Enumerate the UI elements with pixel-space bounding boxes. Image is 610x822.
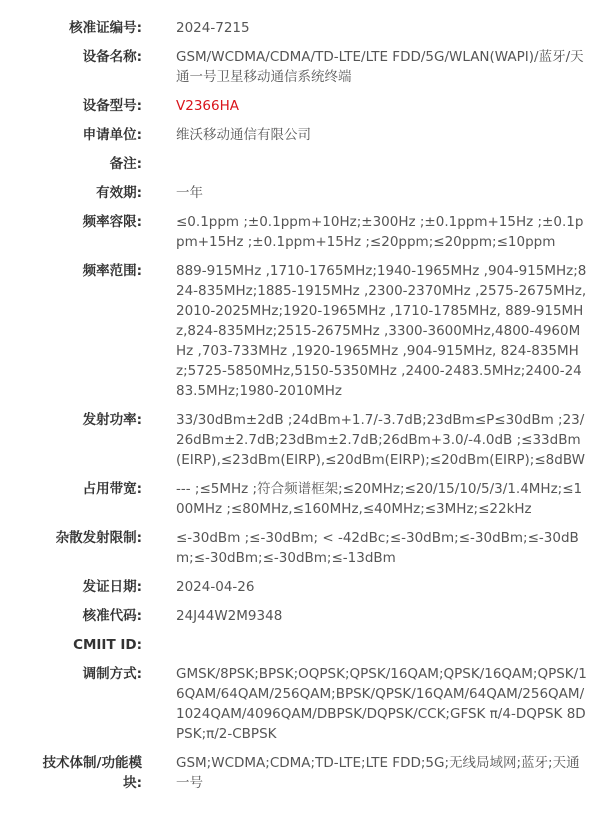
field-applicant [0,125,610,145]
device-model-value: V2366HA [176,98,239,114]
validity-label: 有效期: [96,185,142,201]
spurious-emission-label: 杂散发射限制: [55,530,142,546]
field-approval-code [0,606,610,626]
remarks-value [176,154,590,174]
modulation-label: 调制方式: [82,666,142,682]
frequency-tolerance-label: 频率容限: [82,214,142,230]
field-frequency-range [0,261,610,401]
field-occupied-bandwidth [0,479,610,519]
approval-code-value: 24J44W2M9348 [176,608,283,624]
applicant-label: 申请单位: [82,127,142,143]
remarks-label: 备注: [109,156,142,172]
field-frequency-tolerance [0,212,610,252]
approval-number-value: 2024-7215 [176,20,250,36]
occupied-bandwidth-label: 占用带宽: [82,481,142,497]
transmit-power-label: 发射功率: [82,412,142,428]
modulation-value: GMSK/8PSK;BPSK;OQPSK;QPSK/16QAM;QPSK/16QAM;QPSK/16QAM/64QAM/256QAM;BPSK/QPSK/16QAM/64QAM/256QAM/1024QAM/4096QAM/DBPSK/DQPSK/CCK;GFSK π/4-DQPSK 8DPSK;π/2-CBPSK [176,666,587,742]
device-model-label: 设备型号: [82,98,142,114]
device-name-label: 设备名称: [82,49,142,65]
cmiit-id-value [176,635,590,655]
field-remarks [0,154,610,174]
frequency-tolerance-value: ≤0.1ppm ;±0.1ppm+10Hz;±300Hz ;±0.1ppm+15Hz ;±0.1ppm+15Hz ;±0.1ppm+15Hz ;≤20ppm;≤20ppm;≤10ppm [176,214,584,250]
cmiit-id-label: CMIIT ID: [73,637,142,653]
field-issue-date [0,577,610,597]
transmit-power-value: 33/30dBm±2dB ;24dBm+1.7/-3.7dB;23dBm≤P≤30dBm ;23/26dBm±2.7dB;23dBm±2.7dB;26dBm+3.0/-4.0dB ;≤33dBm(EIRP),≤23dBm(EIRP),≤20dBm(EIRP);≤20dBm(EIRP);≤8dBW [176,412,585,468]
field-cmiit-id [0,635,610,655]
device-name-value: GSM/WCDMA/CDMA/TD-LTE/LTE FDD/5G/WLAN(WAPI)/蓝牙/天通一号卫星移动通信系统终端 [176,49,584,85]
field-technology-modules [0,753,610,793]
field-approval-number [0,18,610,38]
applicant-value: 维沃移动通信有限公司 [176,127,311,143]
field-transmit-power [0,410,610,470]
occupied-bandwidth-value: --- ;≤5MHz ;符合频谱框架;≤20MHz;≤20/15/10/5/3/1.4MHz;≤100MHz ;≤80MHz,≤160MHz,≤40MHz;≤3MHz;≤22kHz [176,481,583,517]
validity-value: 一年 [176,185,203,201]
field-device-model [0,96,610,116]
issue-date-value: 2024-04-26 [176,579,255,595]
frequency-range-value: 889-915MHz ,1710-1765MHz;1940-1965MHz ,904-915MHz;824-835MHz;1885-1915MHz ,2300-2370MHz ,2575-2675MHz, 2010-2025MHz;1920-1965MHz ,1710-1785MHz, 889-915MHz,824-835MHz;2515-2675MHz ,3300-3600MHz,4800-4960MHz ,703-733MHz ,1920-1965MHz ,904-915MHz, 824-835MHz;5725-5850MHz,5150-5350MHz ,2400-2483.5MHz;2400-2483.5MHz;1980-2010MHz [176,263,587,399]
frequency-range-label: 频率范围: [82,263,142,279]
technology-modules-value: GSM;WCDMA;CDMA;TD-LTE;LTE FDD;5G;无线局域网;蓝牙;天通一号 [176,755,580,791]
issue-date-label: 发证日期: [82,579,142,595]
spurious-emission-value: ≤-30dBm ;≤-30dBm; < -42dBc;≤-30dBm;≤-30dBm;≤-30dBm;≤-30dBm;≤-30dBm;≤-13dBm [176,530,579,566]
field-spurious-emission [0,528,610,568]
field-validity [0,183,610,203]
approval-code-label: 核准代码: [82,608,142,624]
approval-number-label: 核准证编号: [69,20,142,36]
field-modulation [0,664,610,744]
field-device-name [0,47,610,87]
technology-modules-label: 技术体制/功能模块: [42,755,142,791]
